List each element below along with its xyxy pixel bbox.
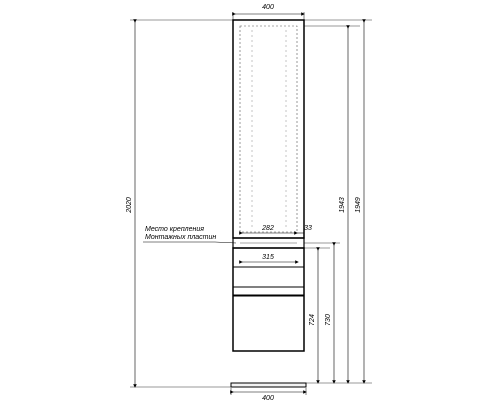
cabinet-lower-section [233, 248, 304, 351]
dim-top-width [233, 4, 304, 20]
dim-inner-33-label: 33 [304, 225, 312, 232]
dim-inner-315 [241, 254, 297, 262]
dim-top-width-label: 400 [262, 4, 274, 11]
dim-bottom-width [231, 388, 306, 400]
dim-height-724-label: 724 [309, 314, 316, 326]
cabinet-upper-section [233, 20, 304, 238]
dim-height-730-label: 730 [325, 314, 332, 326]
mounting-annotation [143, 226, 236, 243]
cabinet-mid-shelf [233, 238, 304, 248]
dim-total-height [126, 20, 233, 387]
dim-inner-282-label: 282 [262, 225, 274, 232]
dim-height-1943-label: 1943 [339, 197, 346, 213]
annotation-line-1: Место крепления [145, 226, 205, 233]
dim-height-1949-label: 1949 [355, 197, 362, 213]
dim-inner-315-label: 315 [262, 254, 274, 261]
dim-bottom-width-label: 400 [262, 395, 274, 400]
dim-height-1949 [304, 20, 372, 382]
dim-height-730 [304, 243, 340, 382]
dim-total-height-label: 2020 [126, 197, 133, 213]
cabinet-plinth [231, 383, 306, 387]
annotation-line-2: Монтажных пластин [145, 234, 217, 241]
